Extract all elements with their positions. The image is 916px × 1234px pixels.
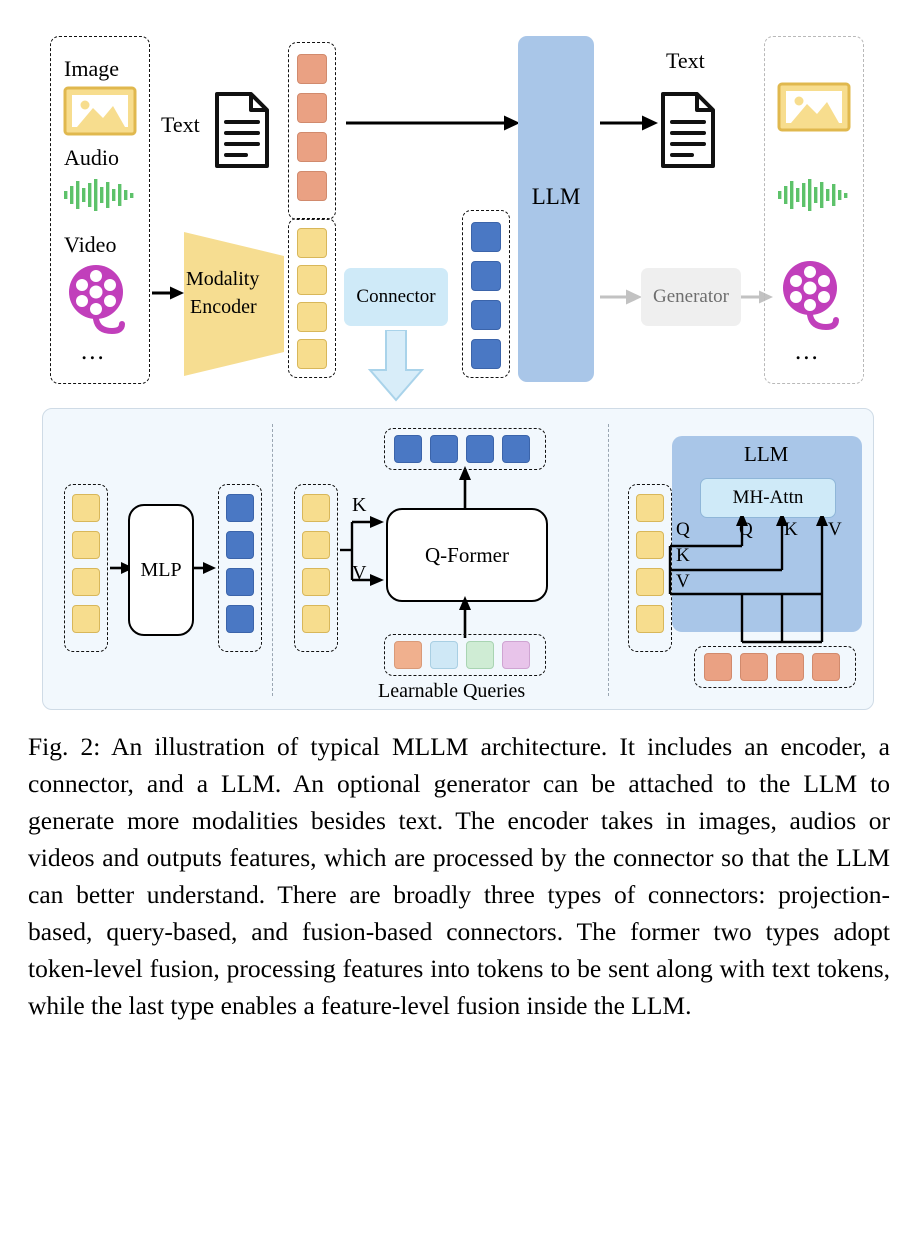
arrow-qformer-to-output: [455, 466, 475, 510]
input-modality-label-image: Image: [64, 56, 119, 81]
fusion-left-k-label: K: [676, 545, 690, 566]
qformer-v-label: V: [352, 562, 367, 584]
text-input-label: Text: [161, 112, 200, 137]
feature-token: [72, 494, 100, 522]
text-token: [776, 653, 804, 681]
feature-token: [302, 605, 330, 633]
learnable-query-token: [466, 641, 494, 669]
mh-attn-block: [700, 478, 836, 518]
feature-token: [302, 494, 330, 522]
feature-token: [636, 531, 664, 559]
arrow-llm-to-text-output: [600, 112, 658, 134]
mlp-label: MLP: [140, 558, 182, 581]
feature-token: [636, 568, 664, 596]
connector-label: Connector: [356, 286, 436, 307]
arrow-text-tokens-to-llm: [346, 112, 520, 134]
visual-token: [471, 261, 501, 291]
image-icon-output: [777, 82, 851, 132]
fusion-right-q-label: Q: [739, 519, 753, 540]
learnable-query-token: [430, 641, 458, 669]
modality-encoder-label-line2: Encoder: [190, 296, 257, 318]
mh-attn-label: MH-Attn: [732, 487, 804, 508]
visual-token: [471, 300, 501, 330]
learnable-queries-caption: Learnable Queries: [378, 680, 526, 702]
visual-token: [471, 339, 501, 369]
visual-token: [226, 605, 254, 633]
feature-token: [72, 568, 100, 596]
text-output-label: Text: [666, 48, 705, 73]
feature-token: [72, 605, 100, 633]
arrow-modality-to-encoder: [152, 282, 184, 304]
image-icon: [63, 86, 137, 136]
feature-token: [297, 228, 327, 258]
llm-label: LLM: [531, 184, 581, 209]
text-token: [297, 93, 327, 123]
arrow-llm-to-generator: [600, 286, 642, 308]
text-token: [740, 653, 768, 681]
figure-caption: Fig. 2: An illustration of typical MLLM architecture. It includes an encoder, a connector, and a LLM. An optional generator can be attached to the LLM to generate more modalities besides text. The encoder takes in images, audios or videos and outputs features, which are processed by the connector so that the LLM can better understand. There are broadly three types of connectors: projection-based, query-based, and fusion-based connectors. The former two types adopt token-level fusion, processing features into tokens to be sent along with text tokens, while the last type enables a feature-level fusion inside the LLM.: [28, 732, 890, 1020]
fusion-llm-label: LLM: [744, 442, 789, 466]
audio-waveform-icon: [63, 178, 137, 212]
input-modality-label-audio: Audio: [64, 145, 119, 170]
feature-token: [636, 605, 664, 633]
text-token: [297, 132, 327, 162]
learnable-query-token: [502, 641, 530, 669]
panel-divider-1: [272, 424, 273, 696]
fusion-right-v-label: V: [828, 519, 842, 540]
fusion-right-k-label: K: [784, 519, 798, 540]
visual-token: [226, 494, 254, 522]
query-output-token: [394, 435, 422, 463]
query-output-token: [466, 435, 494, 463]
text-document-icon-output: [659, 92, 717, 168]
video-reel-icon-output: [774, 258, 856, 330]
input-modality-label-ellipsis: ...: [81, 338, 106, 365]
panel-divider-2: [608, 424, 609, 696]
feature-token: [72, 531, 100, 559]
qformer-block: [386, 508, 548, 602]
feature-token: [302, 568, 330, 596]
qformer-k-label: K: [352, 494, 367, 516]
feature-token: [297, 339, 327, 369]
text-document-icon-input: [213, 92, 271, 168]
visual-token: [226, 568, 254, 596]
arrow-queries-to-qformer: [455, 596, 475, 638]
text-token: [297, 54, 327, 84]
output-modality-label-ellipsis: ...: [795, 338, 820, 365]
feature-token: [636, 494, 664, 522]
fusion-left-q-label: Q: [676, 519, 690, 540]
generator-block: [641, 268, 741, 326]
text-token: [297, 171, 327, 201]
generator-label: Generator: [653, 286, 729, 307]
video-reel-icon: [60, 262, 142, 334]
learnable-query-token: [394, 641, 422, 669]
feature-token: [297, 265, 327, 295]
arrow-from-mlp: [192, 558, 216, 578]
audio-waveform-icon-output: [777, 178, 851, 212]
visual-token: [226, 531, 254, 559]
llm-block: [518, 36, 594, 382]
connector-expand-arrow: [364, 330, 428, 402]
feature-token: [302, 531, 330, 559]
modality-encoder-label-line1: Modality: [186, 268, 260, 290]
qformer-label: Q-Former: [425, 542, 509, 567]
query-output-token: [430, 435, 458, 463]
fusion-left-v-label: V: [676, 571, 690, 592]
visual-token: [471, 222, 501, 252]
mlp-block: [128, 504, 194, 636]
text-token: [704, 653, 732, 681]
input-modality-label-video: Video: [64, 232, 117, 257]
connector-block: [344, 268, 448, 326]
query-output-token: [502, 435, 530, 463]
text-token: [812, 653, 840, 681]
feature-token: [297, 302, 327, 332]
